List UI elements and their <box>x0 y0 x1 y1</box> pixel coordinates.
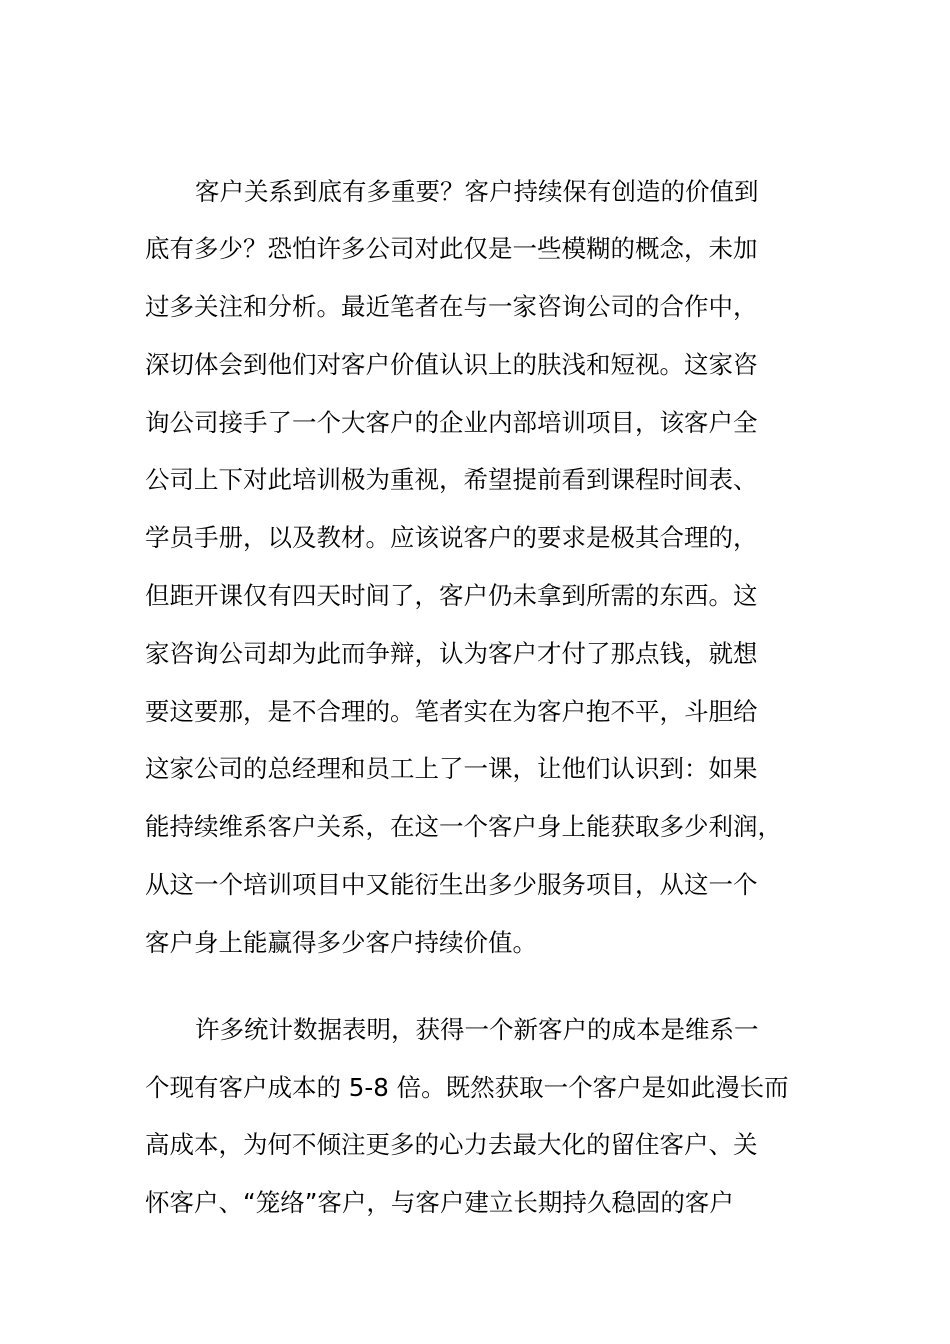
paragraph-1-line-7: 学员手册，以及教材。应该说客户的要求是极其合理的， <box>145 523 758 552</box>
paragraph-2-line-4: 怀客户、“笼络”客户，与客户建立长期持久稳固的客户 <box>145 1188 734 1217</box>
paragraph-1-line-3: 过多关注和分析。最近笔者在与一家咨询公司的合作中， <box>145 292 758 321</box>
paragraph-1-line-2: 底有多少？恐怕许多公司对此仅是一些模糊的概念，未加 <box>145 234 758 263</box>
paragraph-1-line-8: 但距开课仅有四天时间了，客户仍未拿到所需的东西。这 <box>145 581 758 610</box>
paragraph-1-line-14: 客户身上能赢得多少客户持续价值。 <box>145 928 537 957</box>
paragraph-2-line-1: 许多统计数据表明，获得一个新客户的成本是维系一 <box>195 1015 759 1044</box>
paragraph-1-line-1: 客户关系到底有多重要？客户持续保有创造的价值到 <box>195 177 759 206</box>
paragraph-1-line-6: 公司上下对此培训极为重视，希望提前看到课程时间表、 <box>145 465 758 494</box>
paragraph-2-line-2: 个现有客户成本的 5-8 倍。既然获取一个客户是如此漫长而 <box>145 1073 789 1102</box>
paragraph-1-line-10: 要这要那，是不合理的。笔者实在为客户抱不平，斗胆给 <box>145 697 758 726</box>
paragraph-1-line-13: 从这一个培训项目中又能衍生出多少服务项目，从这一个 <box>145 870 758 899</box>
paragraph-1-line-12: 能持续维系客户关系，在这一个客户身上能获取多少利润， <box>145 812 782 841</box>
paragraph-1-line-9: 家咨询公司却为此而争辩，认为客户才付了那点钱，就想 <box>145 639 758 668</box>
paragraph-2-line-3: 高成本，为何不倾注更多的心力去最大化的留住客户、关 <box>145 1130 758 1159</box>
paragraph-1-line-5: 询公司接手了一个大客户的企业内部培训项目，该客户全 <box>145 408 758 437</box>
paragraph-1-line-4: 深切体会到他们对客户价值认识上的肤浅和短视。这家咨 <box>145 350 758 379</box>
paragraph-1-line-11: 这家公司的总经理和员工上了一课，让他们认识到：如果 <box>145 754 758 783</box>
